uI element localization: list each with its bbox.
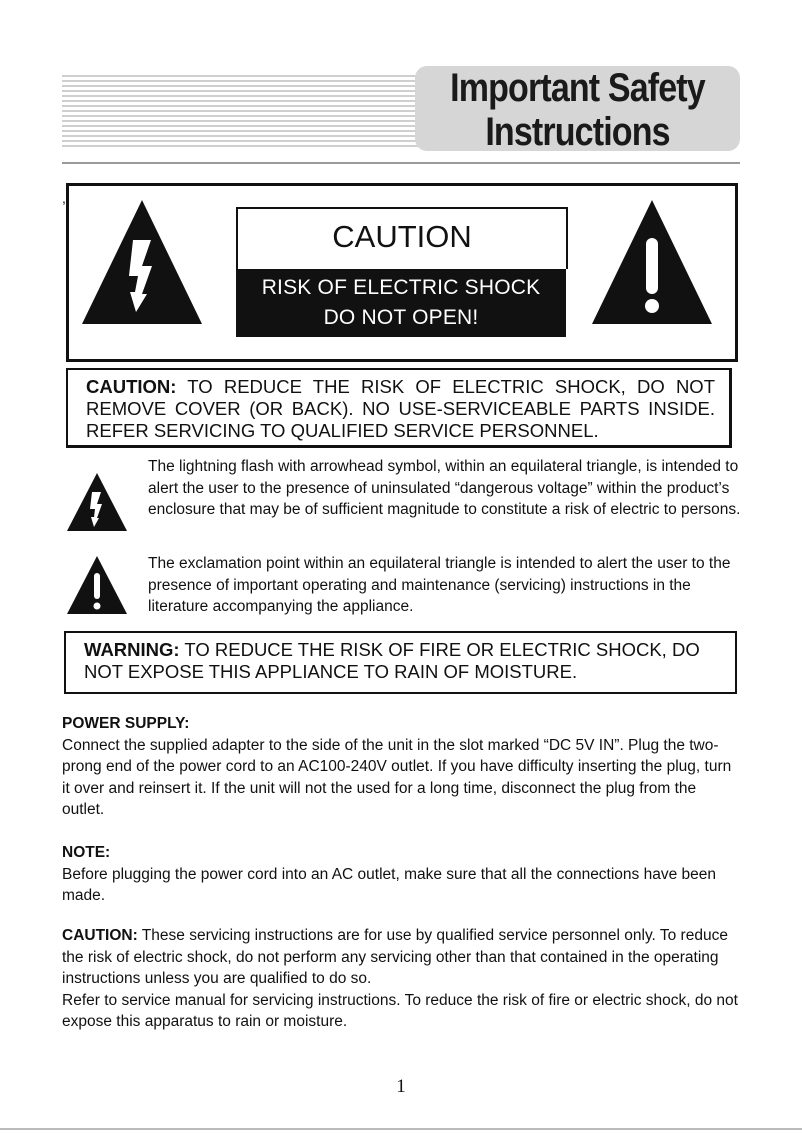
- exclamation-triangle-icon: [590, 198, 714, 326]
- warning-text: TO REDUCE THE RISK OF FIRE OR ELECTRIC SHOCK, DO NOT EXPOSE THIS APPLIANCE TO RAIN OF MOISTURE.: [84, 639, 700, 682]
- power-supply-text: Connect the supplied adapter to the side of the unit in the slot marked “DC 5V IN”. Plug the two-prong end of the power cord to an AC100-240V outlet. If you have difficulty inserting the plug, turn it over and reinsert it. If the unit will not the used for a long time, disconnect the plug from the outlet.: [62, 736, 732, 818]
- caution-text: TO REDUCE THE RISK OF ELECTRIC SHOCK, DO NOT REMOVE COVER (OR BACK). NO USE-SERVICEABLE PARTS INSIDE. REFER SERVICING TO QUALIFIED SERVICE PERSONNEL.: [86, 376, 715, 441]
- stray-mark: ,: [62, 190, 66, 206]
- note-section: [62, 842, 742, 907]
- caution-text-box: [66, 368, 732, 448]
- exclamation-explanation: The exclamation point within an equilateral triangle is intended to alert the user to the presence of important operating and maintenance (servicing) instructions in the literature accompanying the appliance.: [148, 555, 731, 615]
- header-rule: [62, 162, 740, 164]
- risk-line-1: RISK OF ELECTRIC SHOCK: [261, 276, 541, 299]
- warning-lead: WARNING:: [84, 639, 180, 660]
- power-supply-heading: POWER SUPPLY:: [62, 715, 190, 732]
- lightning-small-icon: [66, 472, 128, 532]
- caution-section: [62, 925, 742, 1033]
- bottom-rule: [0, 1128, 802, 1130]
- note-heading: NOTE:: [62, 844, 111, 861]
- risk-line-2: DO NOT OPEN!: [323, 306, 479, 329]
- warning-text-box: [64, 631, 737, 694]
- header-decorative-lines: [62, 75, 422, 150]
- note-text: Before plugging the power cord into an AC outlet, make sure that all the connections have been made.: [62, 865, 717, 904]
- power-supply-section: [62, 713, 742, 821]
- page-title-line1: Important Safety: [450, 66, 705, 110]
- risk-of-shock-banner: [236, 269, 566, 337]
- page-title: [439, 66, 715, 154]
- page-title-line2: Instructions: [485, 110, 670, 154]
- caution-label: CAUTION: [236, 207, 568, 269]
- page-number: 1: [396, 1076, 406, 1097]
- caution-section-text2: Refer to service manual for servicing instructions. To reduce the risk of fire or electric shock, do not expose this apparatus to rain or moisture.: [62, 991, 738, 1030]
- lightning-triangle-icon: [80, 198, 204, 326]
- caution-section-text: These servicing instructions are for use by qualified service personnel only. To reduce the risk of electric shock, do not perform any servicing other than that contained in the operating instructions unless you are qualified to do so.: [62, 927, 728, 987]
- exclamation-small-icon: [66, 555, 128, 615]
- caution-section-lead: CAUTION:: [62, 927, 138, 944]
- lightning-explanation: The lightning flash with arrowhead symbol, within an equilateral triangle, is intended to alert the user to the presence of uninsulated “dangerous voltage” within the product’s enclosure that may be of sufficient magnitude to constitute a risk of electric to persons.: [148, 458, 741, 518]
- caution-lead: CAUTION:: [86, 376, 177, 397]
